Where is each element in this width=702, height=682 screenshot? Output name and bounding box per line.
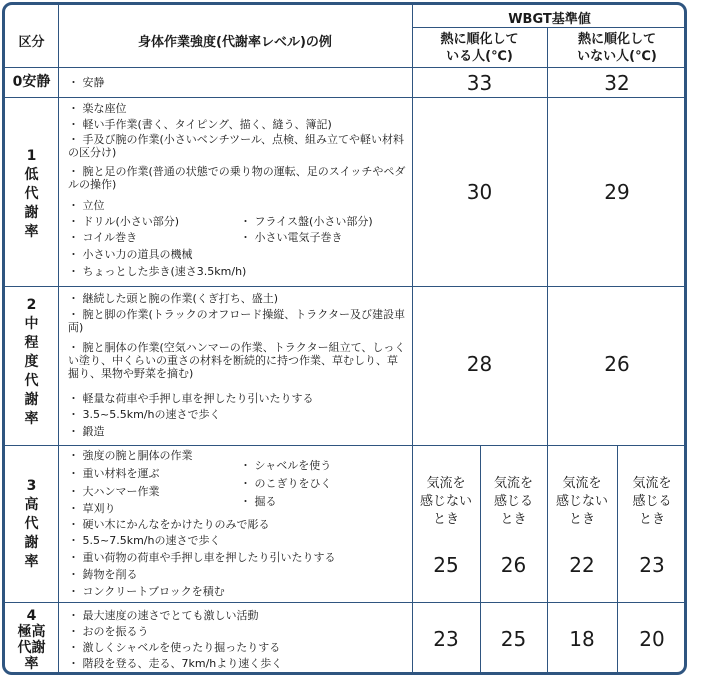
activity-item: ・ 大ハンマー作業 (68, 485, 160, 498)
value-not-acclimatized-no-airflow: 18 (569, 627, 595, 651)
activity-item: ・ 腕と脚の作業(トラックのオフロード操縦、トラクター及び建設車両) (68, 308, 406, 334)
category-2: 2 中 程 度 代 謝 率 (24, 297, 39, 427)
activity-item: ・ 5.5~7.5km/hの速さで歩く (68, 534, 221, 547)
activity-item: ・ 鋳物を削る (68, 568, 138, 581)
grid-line (5, 602, 687, 603)
value-not-acclimatized-airflow: 20 (639, 627, 665, 651)
activity-item: ・ 重い材料を運ぶ (68, 467, 160, 480)
activity-item: ・ 腕と胴体の作業(空気ハンマーの作業、トラクター組立て、しっくい塗り、中くらいの重さの材料を断続的に持つ作業、草むしり、草掘り、果物や野菜を摘む) (68, 341, 406, 380)
category-0: 0安静 (12, 74, 51, 90)
subheader-airflow: 気流を 感じる とき (632, 476, 672, 527)
activity-item: ・ フライス盤(小さい部分) (240, 215, 373, 228)
activity-item: ・ ちょっとした歩き(速さ3.5km/h) (68, 265, 247, 278)
activity-item: ・ 激しくシャベルを使ったり掘ったりする (68, 641, 281, 654)
activity-item: ・ 草刈り (68, 502, 116, 515)
activity-item: ・ 軽量な荷車や手押し車を押したり引いたりする (68, 392, 314, 405)
grid-line (5, 67, 687, 68)
activity-item: ・ ドリル(小さい部分) (68, 215, 180, 228)
value-acclimatized-no-airflow: 25 (433, 553, 459, 577)
value-not-acclimatized: 26 (604, 352, 630, 376)
activity-item: ・ 鍛造 (68, 425, 105, 438)
activity-item: ・ 重い荷物の荷車や手押し車を押したり引いたりする (68, 551, 336, 564)
header-activity: 身体作業強度(代謝率レベル)の例 (138, 35, 332, 50)
activity-item: ・ コンクリートブロックを積む (68, 585, 225, 598)
header-not-acclimatized: 熱に順化して いない人(℃) (577, 32, 657, 64)
grid-line (412, 27, 687, 28)
activity-item: ・ コイル巻き (68, 231, 138, 244)
activity-item: ・ 継続した頭と腕の作業(くぎ打ち、盛土) (68, 292, 279, 305)
activity-item: ・ 硬い木にかんなをかけたりのみで彫る (68, 518, 270, 531)
activity-item: ・ 楽な座位 (68, 102, 127, 115)
activity-item: ・ 強度の腕と胴体の作業 (68, 449, 193, 462)
grid-line (5, 286, 687, 287)
activity-item: ・ 小さい電気子巻き (240, 231, 343, 244)
grid-line (5, 445, 687, 446)
value-not-acclimatized: 29 (604, 180, 630, 204)
activity-item: ・ 軽い手作業(書く、タイピング、描く、縫う、簿記) (68, 118, 332, 131)
activity-item: ・ シャベルを使う (240, 459, 332, 472)
activity-item: ・ おのを振るう (68, 625, 149, 638)
value-not-acclimatized-airflow: 23 (639, 553, 665, 577)
category-3: 3 高 代 謝 率 (24, 478, 39, 570)
category-4: 4 極高 代謝 率 (17, 608, 46, 672)
header-acclimatized: 熱に順化して いる人(℃) (440, 32, 519, 64)
subheader-airflow: 気流を 感じる とき (493, 476, 533, 527)
activity-item: ・ のこぎりをひく (240, 477, 332, 490)
activity-item: ・ 手及び腕の作業(小さいベンチツール、点検、組み立てや軽い材料の区分け) (68, 133, 405, 159)
value-acclimatized-airflow: 25 (500, 627, 527, 651)
activity-item: ・ 小さい力の道具の機械 (68, 248, 193, 261)
activity-item: ・ 階段を登る、走る、7km/hより速く歩く (68, 657, 283, 670)
value-acclimatized: 30 (466, 180, 493, 204)
value-not-acclimatized: 32 (604, 71, 630, 95)
header-wbgt: WBGT基準値 (508, 12, 591, 27)
subheader-no-airflow: 気流を 感じない とき (555, 476, 608, 527)
activity-item: ・ 立位 (68, 199, 105, 212)
value-acclimatized: 33 (466, 71, 493, 95)
activity-item: ・ 腕と足の作業(普通の状態での乗り物の運転、足のスイッチやペダルの操作) (68, 165, 406, 191)
activity-item: ・ 安静 (68, 76, 105, 89)
activity-item: ・ 掘る (240, 495, 277, 508)
value-acclimatized: 28 (466, 352, 493, 376)
grid-line (58, 5, 59, 672)
subheader-no-airflow: 気流を 感じない とき (419, 476, 472, 527)
activity-item: ・ 3.5~5.5km/hの速さで歩く (68, 408, 221, 421)
value-acclimatized-airflow: 26 (500, 553, 527, 577)
header-category: 区分 (18, 35, 45, 50)
activity-item: ・ 最大速度の速さでとても激しい活動 (68, 609, 259, 622)
category-1: 1 低 代 謝 率 (24, 148, 39, 240)
grid-line (5, 97, 687, 98)
wbgt-table (2, 2, 687, 675)
value-not-acclimatized-no-airflow: 22 (569, 553, 595, 577)
value-acclimatized-no-airflow: 23 (433, 627, 459, 651)
